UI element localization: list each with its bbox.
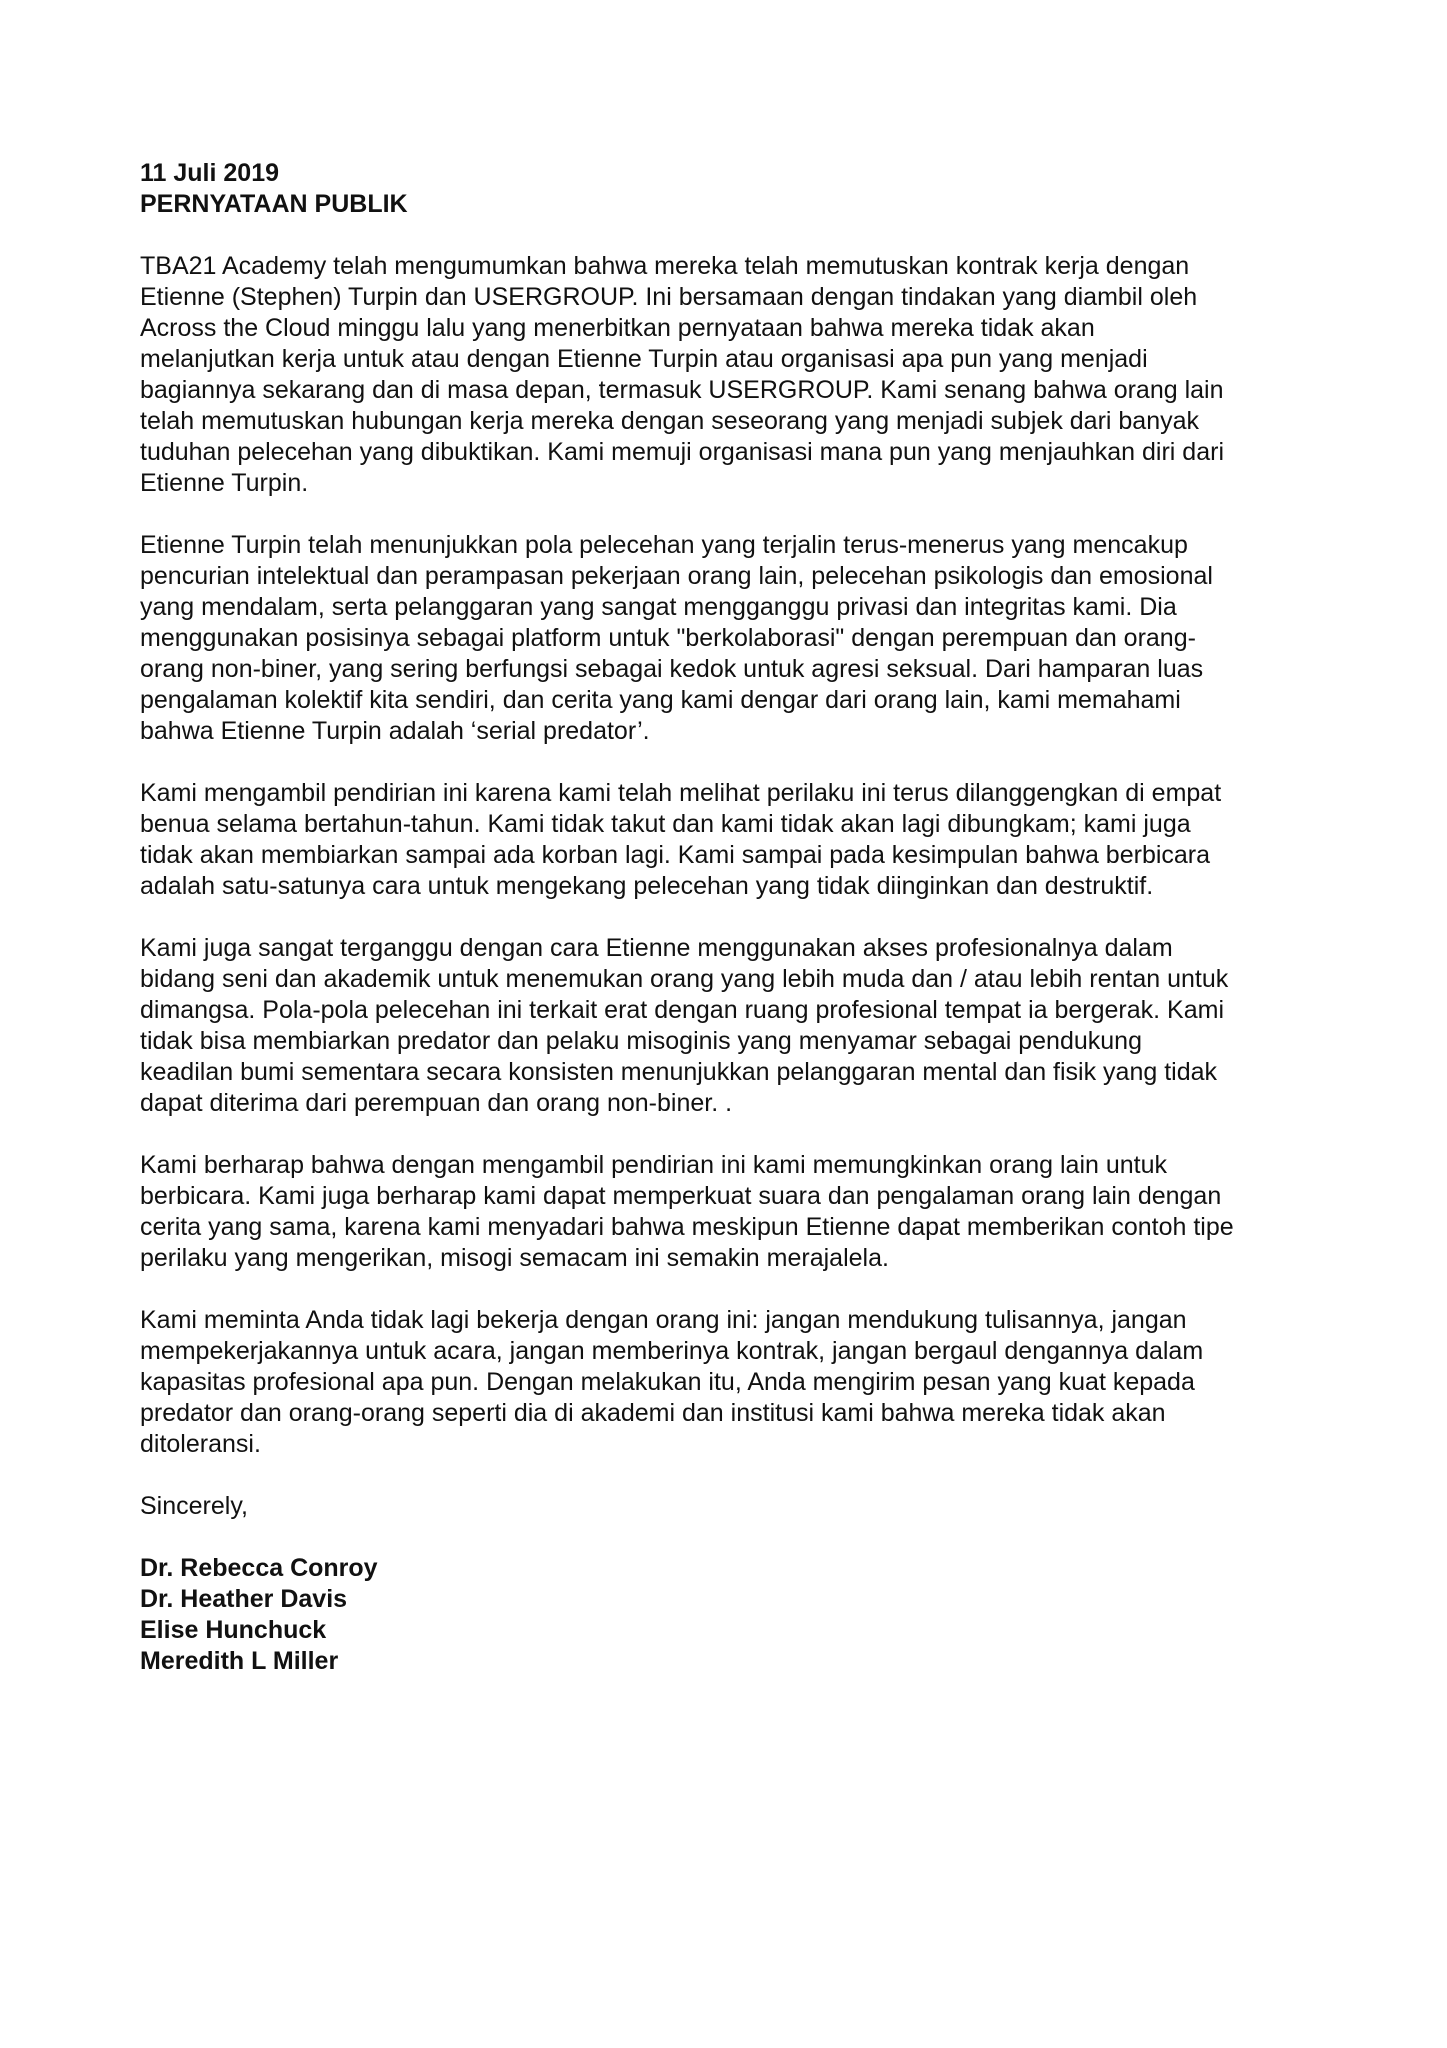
paragraph-line: Etienne Turpin. xyxy=(140,469,309,497)
signatory-name: Elise Hunchuck xyxy=(140,1616,327,1644)
signatories xyxy=(140,1553,1234,1677)
signatory-name: Dr. Rebecca Conroy xyxy=(140,1554,378,1582)
spacer xyxy=(140,747,1234,778)
paragraph-line: bidang seni dan akademik untuk menemukan orang yang lebih muda dan / atau lebih rentan untuk xyxy=(140,965,1229,993)
paragraph-line: keadilan bumi sementara secara konsisten menunjukkan pelanggaran mental dan fisik yang tidak xyxy=(140,1058,1218,1086)
paragraph xyxy=(140,251,1234,499)
paragraph xyxy=(140,778,1234,902)
paragraph xyxy=(140,1150,1234,1274)
paragraph-line: Kami mengambil pendirian ini karena kami telah melihat perilaku ini terus dilanggengkan di empat xyxy=(140,779,1222,807)
closing: Sincerely, xyxy=(140,1492,248,1520)
paragraph-line: tidak bisa membiarkan predator dan pelaku misoginis yang menyamar sebagai pendukung xyxy=(140,1027,1142,1055)
paragraph-line: bahwa Etienne Turpin adalah ‘serial predator’. xyxy=(140,717,650,745)
paragraph xyxy=(140,1305,1234,1460)
paragraph-line: benua selama bertahun-tahun. Kami tidak takut dan kami tidak akan lagi dibungkam; kami juga xyxy=(140,810,1191,838)
paragraph xyxy=(140,530,1234,747)
paragraph-line: bagiannya sekarang dan di masa depan, termasuk USERGROUP. Kami senang bahwa orang lain xyxy=(140,376,1224,404)
paragraph-line: mempekerjakannya untuk acara, jangan memberinya kontrak, jangan bergaul dengannya dalam xyxy=(140,1337,1204,1365)
paragraph-line: melanjutkan kerja untuk atau dengan Etienne Turpin atau organisasi apa pun yang menjadi xyxy=(140,345,1148,373)
paragraph-line: perilaku yang mengerikan, misogi semacam ini semakin merajalela. xyxy=(140,1244,889,1272)
spacer xyxy=(140,1274,1234,1305)
paragraph-line: yang mendalam, serta pelanggaran yang sangat mengganggu privasi dan integritas kami. Dia xyxy=(140,593,1177,621)
spacer xyxy=(140,1522,1234,1553)
paragraph-line: predator dan orang-orang seperti dia di akademi dan institusi kami bahwa mereka tidak akan xyxy=(140,1399,1166,1427)
paragraph-line: cerita yang sama, karena kami menyadari bahwa meskipun Etienne dapat memberikan contoh tipe xyxy=(140,1213,1234,1241)
paragraph-line: dapat diterima dari perempuan dan orang non-biner. . xyxy=(140,1089,733,1117)
public-statement-document xyxy=(140,158,1234,1677)
statement-body xyxy=(140,251,1234,1491)
paragraph-line: Etienne Turpin telah menunjukkan pola pelecehan yang terjalin terus-menerus yang mencakup xyxy=(140,531,1188,559)
spacer xyxy=(140,220,1234,251)
spacer xyxy=(140,902,1234,933)
paragraph-line: TBA21 Academy telah mengumumkan bahwa mereka telah memutuskan kontrak kerja dengan xyxy=(140,252,1190,280)
statement-title: PERNYATAAN PUBLIK xyxy=(140,190,408,218)
spacer xyxy=(140,1119,1234,1150)
paragraph-line: pencurian intelektual dan perampasan pekerjaan orang lain, pelecehan psikologis dan emosional xyxy=(140,562,1213,590)
paragraph-line: Etienne (Stephen) Turpin dan USERGROUP. Ini bersamaan dengan tindakan yang diambil oleh xyxy=(140,283,1198,311)
paragraph-line: pengalaman kolektif kita sendiri, dan cerita yang kami dengar dari orang lain, kami memahami xyxy=(140,686,1181,714)
paragraph xyxy=(140,933,1234,1119)
signatory-name: Dr. Heather Davis xyxy=(140,1585,348,1613)
paragraph-line: tuduhan pelecehan yang dibuktikan. Kami memuji organisasi mana pun yang menjauhkan diri dari xyxy=(140,438,1224,466)
paragraph-line: Kami berharap bahwa dengan mengambil pendirian ini kami memungkinkan orang lain untuk xyxy=(140,1151,1168,1179)
paragraph-line: adalah satu-satunya cara untuk mengekang pelecehan yang tidak diinginkan dan destruktif. xyxy=(140,872,1154,900)
paragraph-line: tidak akan membiarkan sampai ada korban lagi. Kami sampai pada kesimpulan bahwa berbicara xyxy=(140,841,1211,869)
paragraph-line: menggunakan posisinya sebagai platform untuk "berkolaborasi" dengan perempuan dan orang- xyxy=(140,624,1196,652)
paragraph-line: Across the Cloud minggu lalu yang menerbitkan pernyataan bahwa mereka tidak akan xyxy=(140,314,1095,342)
signatory-name: Meredith L Miller xyxy=(140,1647,339,1675)
paragraph-line: orang non-biner, yang sering berfungsi sebagai kedok untuk agresi seksual. Dari hamparan luas xyxy=(140,655,1204,683)
paragraph-line: berbicara. Kami juga berharap kami dapat memperkuat suara dan pengalaman orang lain dengan xyxy=(140,1182,1222,1210)
paragraph-line: telah memutuskan hubungan kerja mereka dengan seseorang yang menjadi subjek dari banyak xyxy=(140,407,1200,435)
paragraph-line: kapasitas profesional apa pun. Dengan melakukan itu, Anda mengirim pesan yang kuat kepada xyxy=(140,1368,1195,1396)
paragraph-line: dimangsa. Pola-pola pelecehan ini terkait erat dengan ruang profesional tempat ia bergerak. Kami xyxy=(140,996,1224,1024)
statement-date: 11 Juli 2019 xyxy=(140,159,280,187)
paragraph-line: Kami meminta Anda tidak lagi bekerja dengan orang ini: jangan mendukung tulisannya, jangan xyxy=(140,1306,1187,1334)
spacer xyxy=(140,499,1234,530)
spacer xyxy=(140,1460,1234,1491)
paragraph-line: Kami juga sangat terganggu dengan cara Etienne menggunakan akses profesionalnya dalam xyxy=(140,934,1173,962)
paragraph-line: ditoleransi. xyxy=(140,1430,261,1458)
